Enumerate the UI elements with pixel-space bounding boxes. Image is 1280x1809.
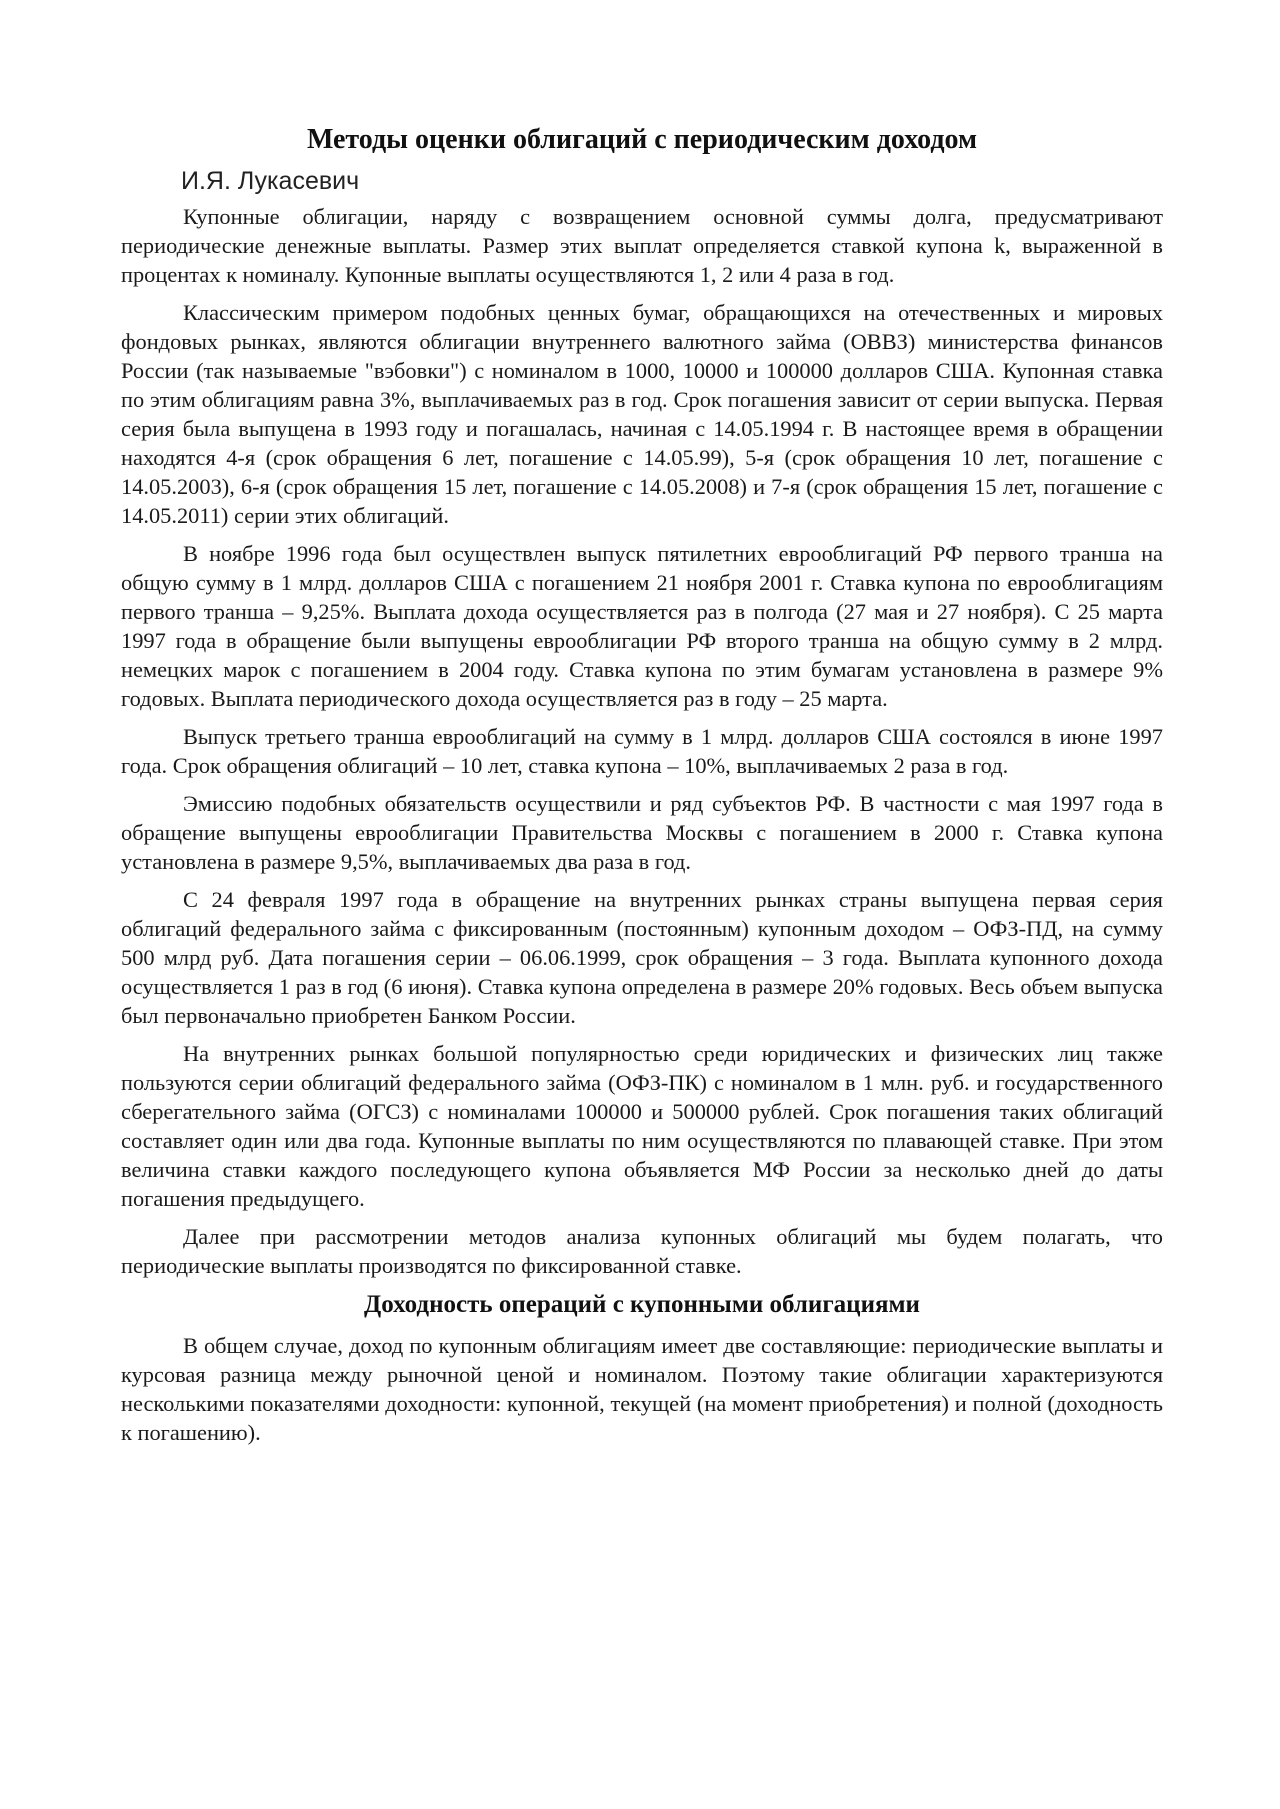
paragraph: Эмиссию подобных обязательств осуществили и ряд субъектов РФ. В частности с мая 1997 года в обращение выпущены еврооблигации Правительства Москвы с погашением в 2000 г. Ставка купона установлена в размере 9,5%, выплачиваемых два раза в год. (121, 791, 1163, 874)
document-title: Методы оценки облигаций с периодическим доходом (306, 124, 978, 155)
author-name: И.Я. Лукасевич (181, 167, 360, 195)
paragraph: В ноябре 1996 года был осуществлен выпуск пятилетних еврооблигаций РФ первого транша на общую сумму в 1 млрд. долларов США с погашением 21 ноября 2001 г. Ставка купона по еврооблигациям первого транша – 9,25%. Выплата дохода осуществляется раз в полгода (27 мая и 27 ноября). С 25 марта 1997 года в обращение были выпущены еврооблигации РФ второго транша на общую сумму в 2 млрд. немецких марок с погашением в 2004 году. Ставка купона по этим бумагам установлена в размере 9% годовых. Выплата периодического дохода осуществляется раз в году – 25 марта. (121, 541, 1163, 711)
paragraph: Классическим примером подобных ценных бумаг, обращающихся на отечественных и мировых фондовых рынках, являются облигации внутреннего валютного займа (ОВВЗ) министерства финансов России (так называемые "вэбовки") с номиналом в 1000, 10000 и 100000 долларов США. Купонная ставка по этим облигациям равна 3%, выплачиваемых раз в год. Срок погашения зависит от серии выпуска. Первая серия была выпущена в 1993 году и погашалась, начиная с 14.05.1994 г. В настоящее время в обращении находятся 4-я (срок обращения 6 лет, погашение с 14.05.99), 5-я (срок обращения 10 лет, погашение с 14.05.2003), 6-я (срок обращения 15 лет, погашение с 14.05.2008) и 7-я (срок обращения 15 лет, погашение с 14.05.2011) серии этих облигаций. (121, 300, 1163, 528)
paragraph: Выпуск третьего транша еврооблигаций на сумму в 1 млрд. долларов США состоялся в июне 1997 года. Срок обращения облигаций – 10 лет, ставка купона – 10%, выплачиваемых 2 раза в год. (121, 724, 1163, 778)
section-heading: Доходность операций с купонными облигациями (364, 1291, 920, 1318)
paragraph: В общем случае, доход по купонным облигациям имеет две составляющие: периодические выплаты и курсовая разница между рыночной ценой и номиналом. Поэтому такие облигации характеризуются несколькими показателями доходности: купонной, текущей (на момент приобретения) и полной (доходность к погашению). (121, 1333, 1163, 1445)
paragraph: На внутренних рынках большой популярностью среди юридических и физических лиц также пользуются серии облигаций федерального займа (ОФЗ-ПК) с номиналом в 1 млн. руб. и государственного сберегательного займа (ОГСЗ) с номиналами 100000 и 500000 рублей. Срок погашения таких облигаций составляет один или два года. Купонные выплаты по ним осуществляются по плавающей ставке. При этом величина ставки каждого последующего купона объявляется МФ России за несколько дней до даты погашения предыдущего. (121, 1041, 1163, 1211)
paragraph: Купонные облигации, наряду с возвращением основной суммы долга, предусматривают периодические денежные выплаты. Размер этих выплат определяется ставкой купона k, выраженной в процентах к номиналу. Купонные выплаты осуществляются 1, 2 или 4 раза в год. (121, 204, 1163, 287)
paragraph: С 24 февраля 1997 года в обращение на внутренних рынках страны выпущена первая серия облигаций федерального займа с фиксированным (постоянным) купонным доходом – ОФЗ-ПД, на сумму 500 млрд руб. Дата погашения серии – 06.06.1999, срок обращения – 3 года. Выплата купонного дохода осуществляется 1 раз в год (6 июня). Ставка купона определена в размере 20% годовых. Весь объем выпуска был первоначально приобретен Банком России. (121, 887, 1163, 1028)
paragraph: Далее при рассмотрении методов анализа купонных облигаций мы будем полагать, что периодические выплаты производятся по фиксированной ставке. (121, 1224, 1163, 1278)
document-body (121, 122, 1163, 1456)
